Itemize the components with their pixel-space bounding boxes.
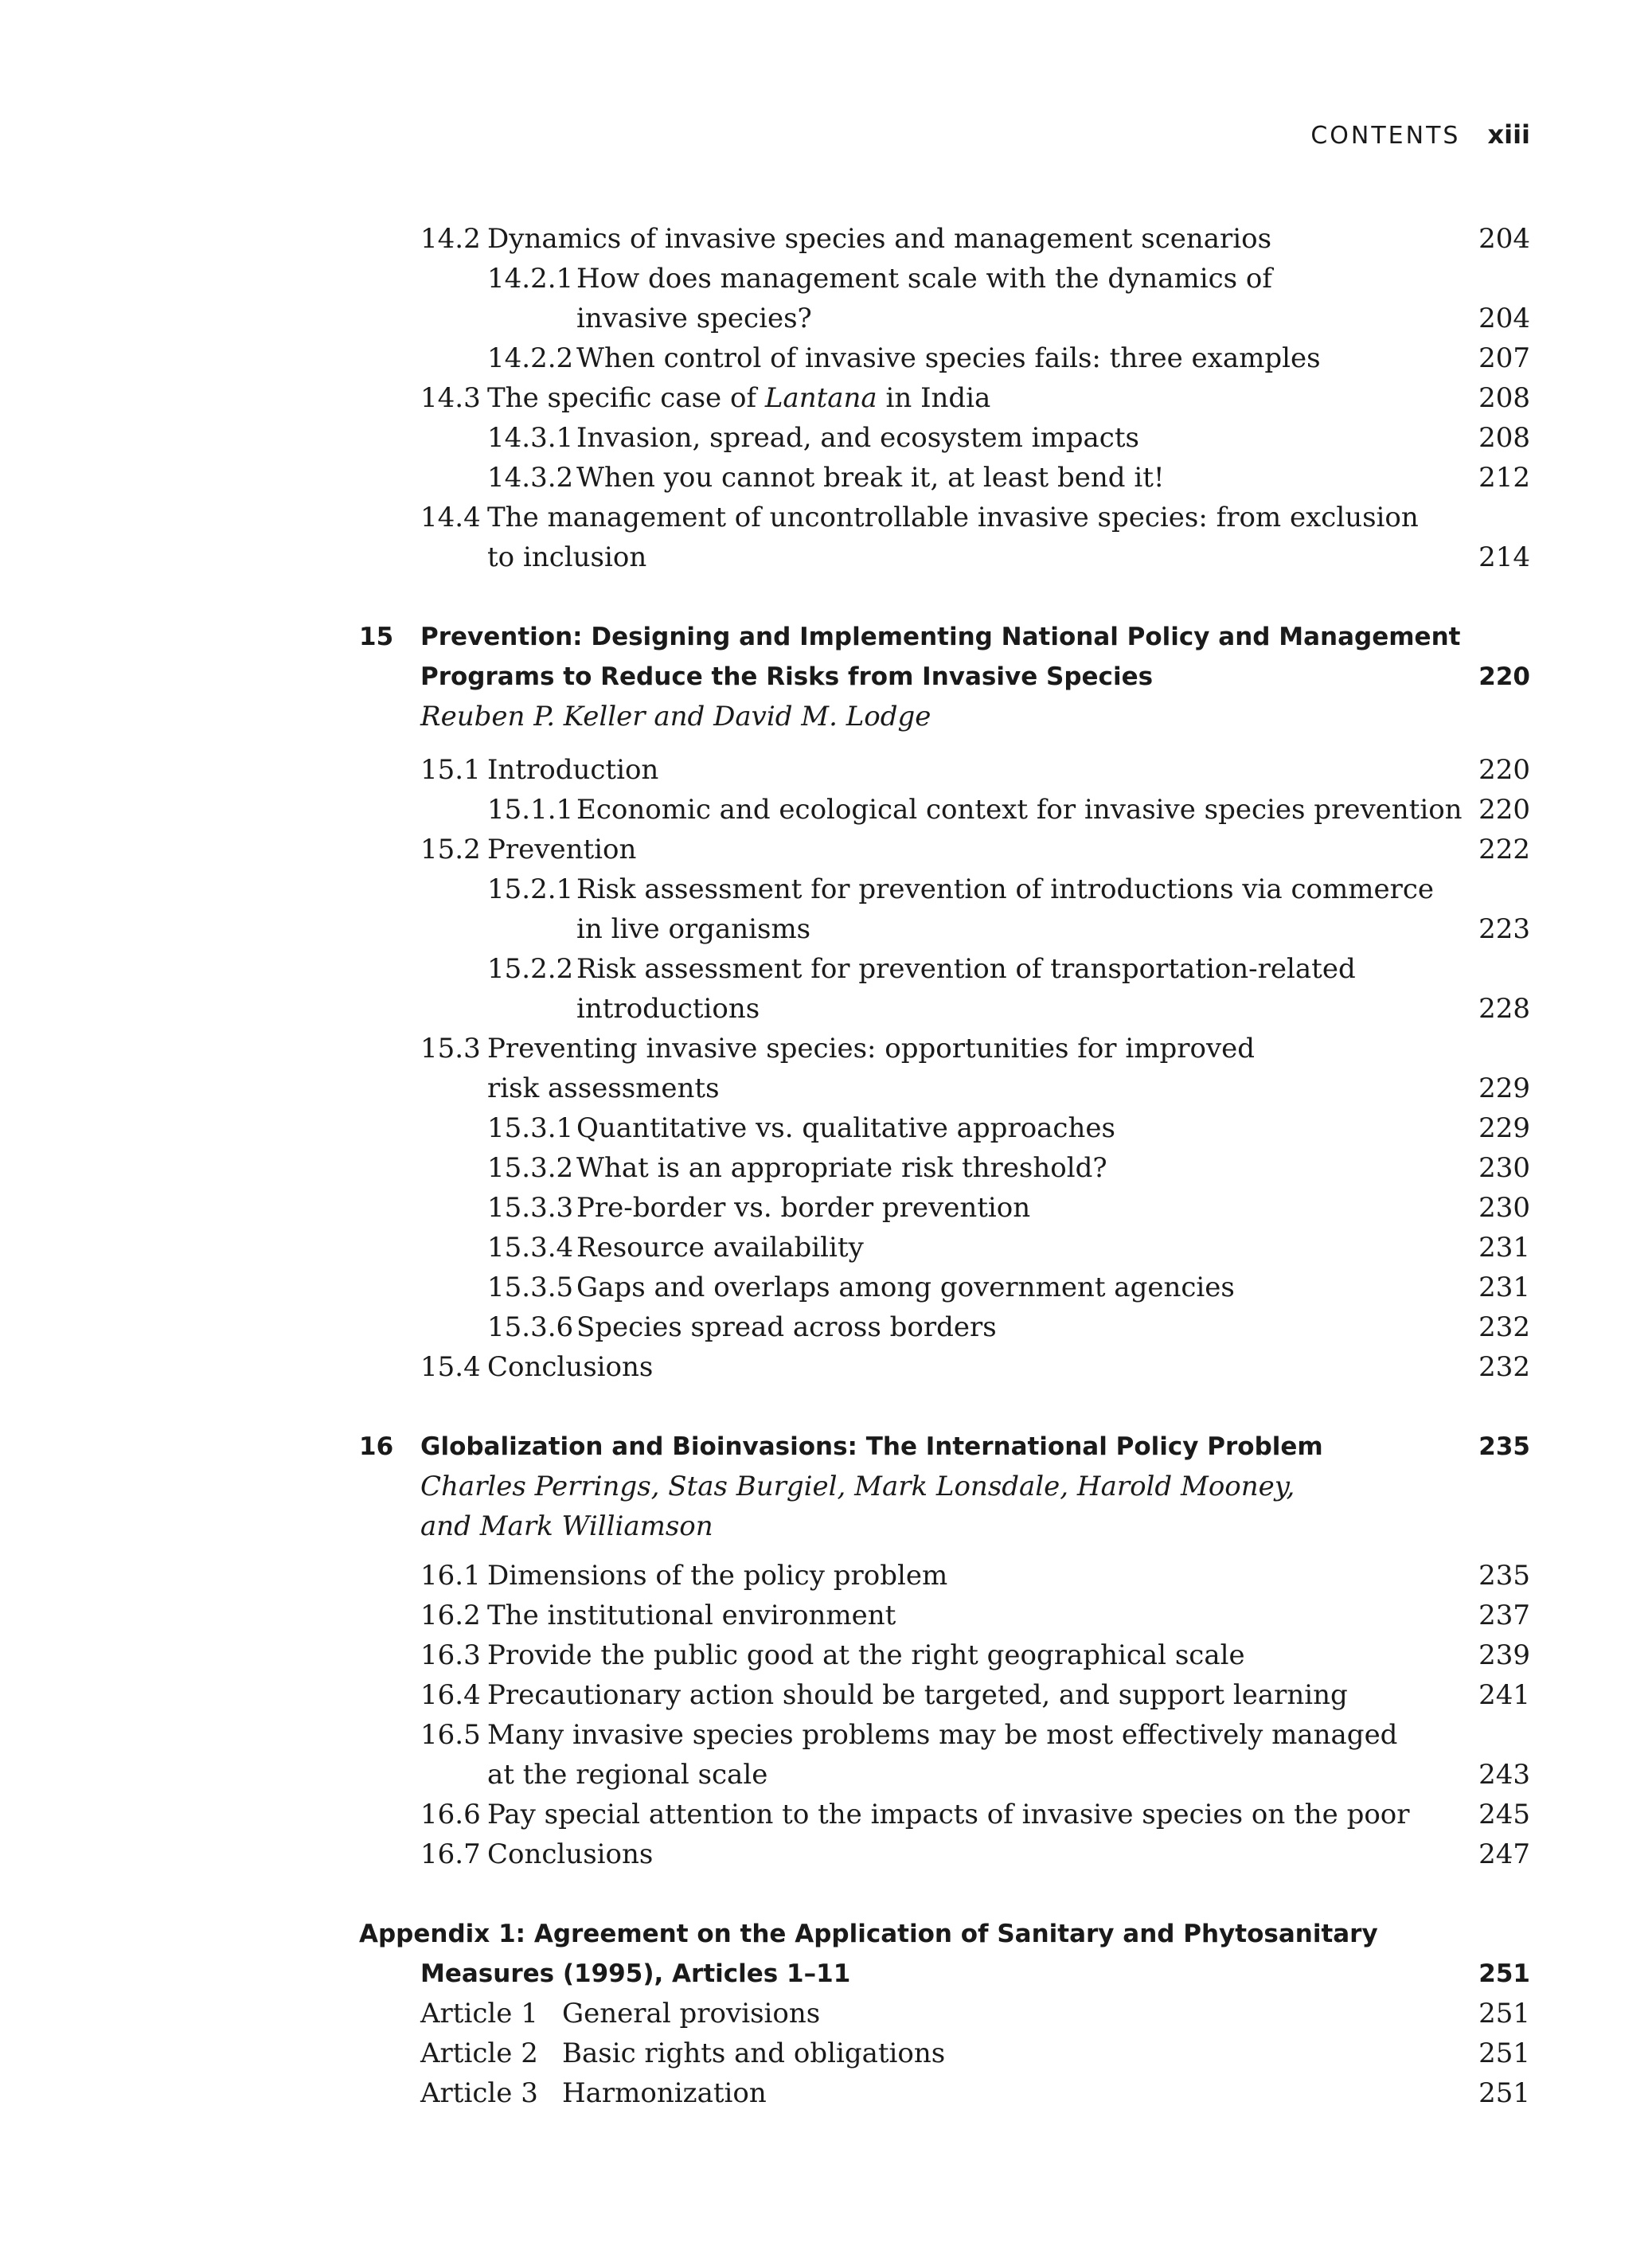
article-label: Article 2 <box>420 2037 538 2069</box>
page-ref: 245 <box>1478 1799 1530 1830</box>
section-title: Risk assessment for prevention of transportation-related <box>576 953 1356 985</box>
section-title: Dynamics of invasive species and management scenarios <box>487 223 1272 255</box>
section-title: The management of uncontrollable invasive species: from exclusion <box>487 502 1419 533</box>
page-ref: 204 <box>1478 223 1530 255</box>
toc-entry-article-3 <box>359 2073 1530 2113</box>
section-number: 14.2.2 <box>487 342 574 374</box>
page-ref: 208 <box>1478 382 1530 414</box>
chapter-number: 15 <box>359 623 394 651</box>
page-ref: 229 <box>1478 1112 1530 1144</box>
page-ref: 230 <box>1478 1152 1530 1184</box>
toc-entry-15-2-1-cont <box>359 909 1530 949</box>
toc-entry-15-3-6 <box>359 1307 1530 1347</box>
section-title: How does management scale with the dynamics of <box>576 263 1272 295</box>
page-ref: 222 <box>1478 834 1530 865</box>
species-name: Lantana <box>764 382 877 414</box>
section-number: 14.2 <box>420 223 481 255</box>
toc-entry-14-3-1 <box>359 418 1530 458</box>
section-title: Quantitative vs. qualitative approaches <box>576 1112 1115 1144</box>
section-title: Invasion, spread, and ecosystem impacts <box>576 422 1139 454</box>
section-title: Gaps and overlaps among government agencies <box>576 1272 1235 1303</box>
article-title: General provisions <box>562 1998 821 2030</box>
chapter-page-ref: 220 <box>1478 662 1530 691</box>
page-ref: 247 <box>1478 1838 1530 1870</box>
toc-entry-15-1 <box>359 750 1530 790</box>
page-ref: 251 <box>1478 2077 1530 2109</box>
page-ref: 212 <box>1478 462 1530 494</box>
toc-entry-article-2 <box>359 2033 1530 2073</box>
section-title: Conclusions <box>487 1838 654 1870</box>
section-title: The specific case of Lantana in India <box>487 382 991 414</box>
page-ref: 231 <box>1478 1272 1530 1303</box>
toc-entry-15-3-2 <box>359 1148 1530 1188</box>
page-ref: 251 <box>1478 2037 1530 2069</box>
chapter-16-authors <box>359 1467 1530 1506</box>
page-ref: 220 <box>1478 794 1530 826</box>
toc-entry-14-2 <box>359 219 1530 259</box>
section-title: Species spread across borders <box>576 1311 997 1343</box>
section-number: 16.3 <box>420 1639 481 1671</box>
section-number: 14.3.2 <box>487 462 574 494</box>
section-title: Pay special attention to the impacts of invasive species on the poor <box>487 1799 1410 1830</box>
running-head <box>1310 119 1530 150</box>
chapter-number: 16 <box>359 1432 394 1461</box>
chapter-page-ref: 235 <box>1478 1432 1530 1461</box>
section-number: 15.3.1 <box>487 1112 574 1144</box>
section-title: Many invasive species problems may be most effectively managed <box>487 1719 1398 1751</box>
section-title: Preventing invasive species: opportunities for improved <box>487 1033 1256 1065</box>
toc-entry-16-1 <box>359 1556 1530 1596</box>
section-number: 15.4 <box>420 1351 481 1383</box>
toc-entry-14-2-1-cont <box>359 299 1530 338</box>
page-number: xiii <box>1487 119 1530 150</box>
page-ref: 223 <box>1478 913 1530 945</box>
toc-entry-15-2-1 <box>359 869 1530 909</box>
page-ref: 229 <box>1478 1072 1530 1104</box>
page-ref: 241 <box>1478 1679 1530 1711</box>
section-title: Economic and ecological context for invasive species prevention <box>576 794 1463 826</box>
article-label: Article 1 <box>420 1998 538 2030</box>
toc-entry-14-3 <box>359 378 1530 418</box>
section-number: 16.5 <box>420 1719 481 1751</box>
section-title: Pre-border vs. border prevention <box>576 1192 1031 1224</box>
toc-entry-14-4-cont <box>359 537 1530 577</box>
section-number: 14.2.1 <box>487 263 574 295</box>
section-title: Resource availability <box>576 1232 864 1264</box>
section-number: 15.3.5 <box>487 1272 574 1303</box>
chapter-16-heading <box>359 1427 1530 1467</box>
section-title-continued: risk assessments <box>487 1072 720 1104</box>
section-number: 15.2 <box>420 834 481 865</box>
appendix-title: Appendix 1: Agreement on the Application of Sanitary and Phytosanitary <box>359 1920 1378 1948</box>
toc-entry-14-3-2 <box>359 458 1530 498</box>
page-ref: 208 <box>1478 422 1530 454</box>
chapter-authors: Charles Perrings, Stas Burgiel, Mark Lonsdale, Harold Mooney, <box>420 1471 1295 1502</box>
toc-entry-14-2-1 <box>359 259 1530 299</box>
chapter-title: Globalization and Bioinvasions: The International Policy Problem <box>420 1432 1323 1461</box>
appendix-title-continued: Measures (1995), Articles 1–11 <box>420 1959 851 1988</box>
page-ref: 204 <box>1478 303 1530 334</box>
section-number: 16.7 <box>420 1838 481 1870</box>
page-ref: 232 <box>1478 1311 1530 1343</box>
section-title: Risk assessment for prevention of introductions via commerce <box>576 873 1435 905</box>
section-title-continued: at the regional scale <box>487 1759 768 1791</box>
page-ref: 235 <box>1478 1560 1530 1592</box>
section-number: 15.1.1 <box>487 794 574 826</box>
toc-entry-article-1 <box>359 1994 1530 2033</box>
page-ref: 228 <box>1478 993 1530 1025</box>
section-title: Dimensions of the policy problem <box>487 1560 948 1592</box>
section-number: 16.6 <box>420 1799 481 1830</box>
chapter-title-continued: Programs to Reduce the Risks from Invasive Species <box>420 662 1154 691</box>
page-ref: 231 <box>1478 1232 1530 1264</box>
section-title: Prevention <box>487 834 637 865</box>
page-ref: 207 <box>1478 342 1530 374</box>
page-ref: 220 <box>1478 754 1530 786</box>
section-title-continued: introductions <box>576 993 760 1025</box>
toc-entry-15-2-2 <box>359 949 1530 989</box>
section-number: 15.2.2 <box>487 953 574 985</box>
page-ref: 251 <box>1478 1998 1530 2030</box>
toc-entry-15-2-2-cont <box>359 989 1530 1029</box>
section-number: 15.3.3 <box>487 1192 574 1224</box>
section-number: 16.1 <box>420 1560 481 1592</box>
article-title: Harmonization <box>562 2077 767 2109</box>
section-title: When control of invasive species fails: three examples <box>576 342 1321 374</box>
section-title: The institutional environment <box>487 1600 896 1631</box>
section-title-continued: to inclusion <box>487 541 647 573</box>
toc-entry-15-1-1 <box>359 790 1530 830</box>
section-number: 16.4 <box>420 1679 481 1711</box>
page-ref: 230 <box>1478 1192 1530 1224</box>
toc-entry-15-3-cont <box>359 1068 1530 1108</box>
chapter-authors-continued: and Mark Williamson <box>420 1510 713 1542</box>
section-title: Provide the public good at the right geographical scale <box>487 1639 1245 1671</box>
toc-entry-15-4 <box>359 1347 1530 1387</box>
section-number: 14.3 <box>420 382 481 414</box>
section-number: 15.3.2 <box>487 1152 574 1184</box>
section-number: 15.1 <box>420 754 481 786</box>
chapter-15-authors <box>359 697 1530 736</box>
toc-entry-16-5-cont <box>359 1755 1530 1795</box>
toc-entry-16-4 <box>359 1675 1530 1715</box>
chapter-title: Prevention: Designing and Implementing National Policy and Management <box>420 623 1461 651</box>
section-number: 14.3.1 <box>487 422 574 454</box>
section-number: 15.2.1 <box>487 873 574 905</box>
section-title: Precautionary action should be targeted, and support learning <box>487 1679 1348 1711</box>
section-title: When you cannot break it, at least bend it! <box>576 462 1165 494</box>
section-number: 15.3.6 <box>487 1311 574 1343</box>
article-title: Basic rights and obligations <box>562 2037 946 2069</box>
toc-entry-16-2 <box>359 1596 1530 1635</box>
appendix-page-ref: 251 <box>1478 1959 1530 1988</box>
page-ref: 232 <box>1478 1351 1530 1383</box>
toc-entry-14-4 <box>359 498 1530 537</box>
page-ref: 239 <box>1478 1639 1530 1671</box>
toc-entry-16-3 <box>359 1635 1530 1675</box>
section-number: 15.3 <box>420 1033 481 1065</box>
appendix-1-heading <box>359 1914 1530 1954</box>
chapter-16-authors-cont <box>359 1506 1530 1546</box>
chapter-15-heading-cont <box>359 657 1530 697</box>
section-number: 15.3.4 <box>487 1232 574 1264</box>
chapter-15-heading <box>359 617 1530 657</box>
article-label: Article 3 <box>420 2077 538 2109</box>
section-title-continued: in live organisms <box>576 913 811 945</box>
toc-entry-15-3-4 <box>359 1228 1530 1268</box>
page-ref: 237 <box>1478 1600 1530 1631</box>
page-ref: 214 <box>1478 541 1530 573</box>
section-title: Conclusions <box>487 1351 654 1383</box>
running-head-label: CONTENTS <box>1310 122 1461 150</box>
section-title: Introduction <box>487 754 659 786</box>
toc-entry-14-2-2 <box>359 338 1530 378</box>
section-title: What is an appropriate risk threshold? <box>576 1152 1107 1184</box>
toc-entry-16-7 <box>359 1834 1530 1874</box>
toc-entry-15-3-3 <box>359 1188 1530 1228</box>
section-number: 14.4 <box>420 502 481 533</box>
page-ref: 243 <box>1478 1759 1530 1791</box>
toc-entry-15-3 <box>359 1029 1530 1068</box>
toc-entry-15-3-5 <box>359 1268 1530 1307</box>
appendix-1-heading-cont <box>359 1954 1530 1994</box>
toc-entry-15-3-1 <box>359 1108 1530 1148</box>
toc-entry-16-6 <box>359 1795 1530 1834</box>
section-title-continued: invasive species? <box>576 303 812 334</box>
chapter-authors: Reuben P. Keller and David M. Lodge <box>420 701 931 733</box>
toc-entry-16-5 <box>359 1715 1530 1755</box>
toc-entry-15-2 <box>359 830 1530 869</box>
section-number: 16.2 <box>420 1600 481 1631</box>
